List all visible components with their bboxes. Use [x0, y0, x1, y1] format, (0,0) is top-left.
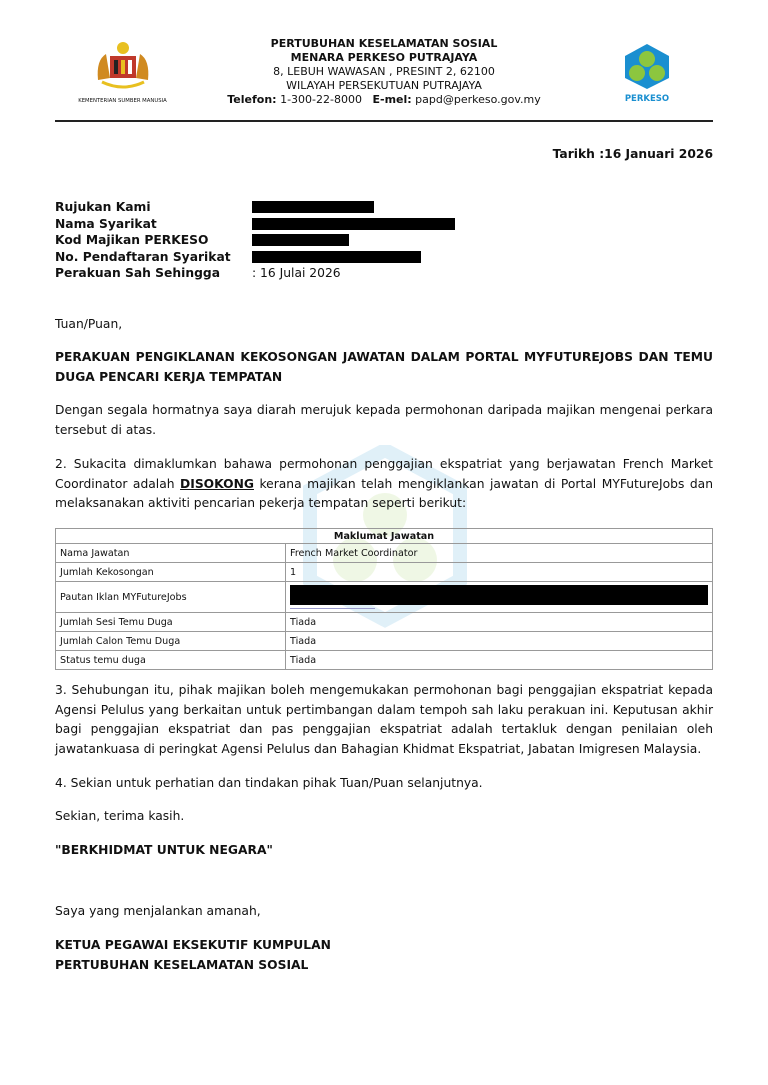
email-label: E-mel:	[372, 93, 412, 106]
info-label: Nama Syarikat	[55, 216, 157, 231]
row-value: Tiada	[286, 651, 713, 670]
org-name: PERTUBUHAN KESELAMATAN SOSIAL	[270, 37, 498, 50]
table-row	[56, 582, 713, 613]
redacted-value	[252, 218, 455, 230]
info-label: Perakuan Sah Sehingga	[55, 266, 220, 280]
info-label: No. Pendaftaran Syarikat	[55, 249, 231, 264]
phone-label: Telefon:	[227, 93, 277, 106]
row-value: Tiada	[286, 613, 713, 632]
letter-title: PERAKUAN PENGIKLANAN KEKOSONGAN JAWATAN DALAM PORTAL MYFUTUREJOBS DAN TEMU DUGA PENCARI KERJA TEMPATAN	[55, 350, 713, 384]
para2-text-a: 2. Sukacita dimaklumkan bahawa permohonan penggajian ekspatriat yang berjawatan French Market Coordinator adalah	[55, 457, 713, 491]
signature-intro: Saya yang menjalankan amanah,	[55, 904, 261, 918]
table-row	[56, 632, 713, 651]
closing: Sekian, terima kasih.	[55, 809, 185, 823]
row-label: Nama Jawatan	[56, 544, 286, 563]
redacted-value	[252, 251, 421, 263]
letter-date: Tarikh :16 Januari 2026	[552, 147, 713, 161]
job-info-table	[55, 528, 713, 670]
paragraph-1: Dengan segala hormatnya saya diarah merujuk kepada permohonan daripada majikan mengenai perkara tersebut di atas.	[55, 403, 713, 437]
signatory-title-2: PERTUBUHAN KESELAMATAN SOSIAL	[55, 958, 309, 972]
paragraph-4: 4. Sekian untuk perhatian dan tindakan pihak Tuan/Puan selanjutnya.	[55, 776, 483, 790]
reference-block	[55, 199, 455, 282]
header-divider	[55, 120, 713, 122]
ministry-crest	[70, 40, 175, 104]
email: papd@perkeso.gov.my	[415, 93, 541, 106]
validity-date: : 16 Julai 2026	[252, 266, 341, 280]
contact-line	[200, 93, 568, 107]
row-value: 1	[286, 563, 713, 582]
table-row	[56, 613, 713, 632]
ministry-label: KEMENTERIAN SUMBER MANUSIA	[78, 98, 167, 104]
support-status: DISOKONG	[180, 476, 254, 491]
motto: "BERKHIDMAT UNTUK NEGARA"	[55, 843, 273, 857]
para2-text-b: kerana majikan telah mengiklankan jawatan di Portal MYFutureJobs dan melaksanakan aktiviti pencarian pekerja tempatan seperti berikut:	[55, 476, 713, 510]
salutation: Tuan/Puan,	[55, 317, 123, 331]
logo-text: PERKESO	[624, 94, 670, 104]
row-label: Status temu duga	[56, 651, 286, 670]
signatory-title-1: KETUA PEGAWAI EKSEKUTIF KUMPULAN	[55, 938, 331, 952]
row-value	[286, 582, 713, 613]
building-name: MENARA PERKESO PUTRAJAYA	[290, 51, 478, 64]
info-label: Rujukan Kami	[55, 200, 151, 214]
redacted-value	[252, 201, 374, 213]
perkeso-logo-icon	[622, 42, 672, 90]
redacted-link[interactable]	[290, 585, 708, 605]
row-label: Pautan Iklan MYFutureJobs	[56, 582, 286, 613]
row-value: Tiada	[286, 632, 713, 651]
letterhead	[200, 37, 568, 107]
table-row	[56, 651, 713, 670]
phone: 1-300-22-8000	[280, 93, 362, 106]
table-row	[56, 563, 713, 582]
table-row	[56, 544, 713, 563]
row-label: Jumlah Calon Temu Duga	[56, 632, 286, 651]
row-label: Jumlah Sesi Temu Duga	[56, 613, 286, 632]
perkeso-logo	[612, 42, 682, 104]
row-label: Jumlah Kekosongan	[56, 563, 286, 582]
coat-of-arms-icon	[92, 40, 154, 92]
table-header: Maklumat Jawatan	[56, 529, 713, 544]
address-line-1: 8, LEBUH WAWASAN , PRESINT 2, 62100	[273, 65, 495, 78]
info-label: Kod Majikan PERKESO	[55, 233, 209, 247]
paragraph-3: 3. Sehubungan itu, pihak majikan boleh mengemukakan permohonan bagi penggajian ekspatriat kepada Agensi Pelulus yang berkaitan untuk pertimbangan dalam tempoh sah laku perakuan ini. Keputusan akhir bagi penggajian ekspatriat dan pas penggajian ekspatriat adalah tertakluk dengan penilaian oleh jawatankuasa di peringkat Agensi Pelulus dan Bahagian Khidmat Ekspatriat, Jabatan Imigresen Malaysia.	[55, 683, 713, 756]
address-line-2: WILAYAH PERSEKUTUAN PUTRAJAYA	[286, 79, 482, 92]
redacted-value	[252, 234, 349, 246]
paragraph-2	[55, 455, 713, 514]
row-value: French Market Coordinator	[286, 544, 713, 563]
